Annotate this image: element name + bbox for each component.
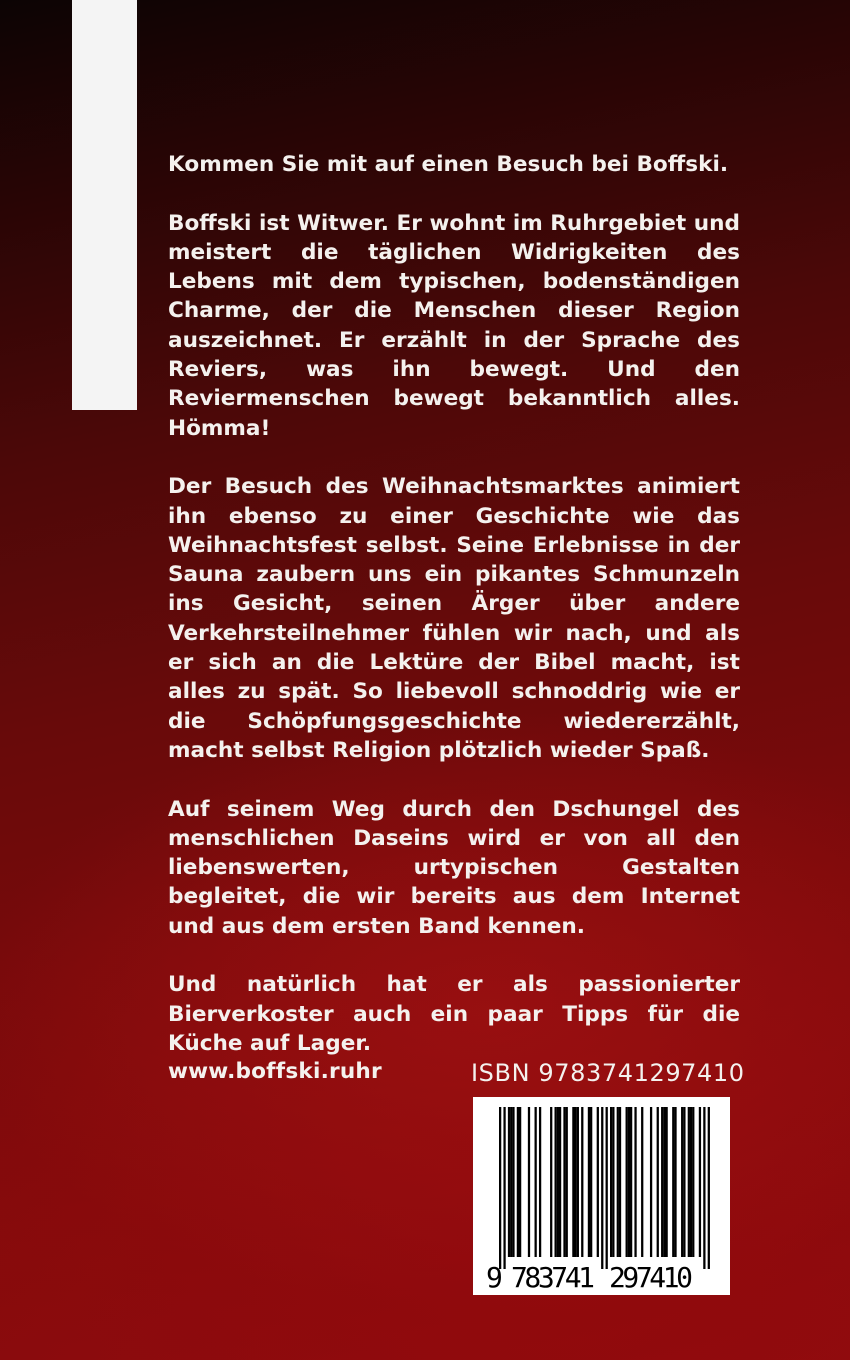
isbn-label: ISBN 9783741297410 [471,1059,745,1087]
barcode-bar [588,1107,590,1257]
barcode-bar [559,1107,561,1257]
barcode-digits-right: 297410 [609,1261,693,1294]
barcode-bar [688,1107,690,1257]
barcode-bar [610,1107,612,1257]
barcode-bar [581,1107,583,1257]
barcode-bar [555,1107,557,1257]
barcode-bar [557,1107,559,1257]
barcode-bar [503,1107,505,1269]
barcode-bar [566,1107,568,1257]
barcode-bar [641,1107,643,1257]
blurb-paragraph: Kommen Sie mit auf einen Besuch bei Boffski. [168,152,729,177]
barcode-bar [628,1107,630,1257]
barcode-bar [519,1107,521,1257]
barcode-bar [690,1107,692,1257]
blurb-paragraph: Boffski ist Witwer. Er wohnt im Ruhrgebiet und meistert die täglichen Widrigkeiten des Lebens mit dem typischen, bodenständigen Charme, der die Menschen dieser Region auszeichnet. Er erzählt in der Sprache des Reviers, was ihn bewegt. Und den Reviermenschen bewegt bekanntlich alles. Hömma! [168,210,740,441]
barcode-bar [563,1107,565,1257]
barcode-bar [612,1107,614,1257]
barcode-bar [535,1107,537,1257]
barcode-bar [666,1107,668,1257]
barcode-bar [601,1107,603,1269]
blurb-paragraph: Und natürlich hat er als passionierter Bierverkoster auch ein paar Tipps für die Küche auf Lager. [168,972,740,1056]
barcode-bar [508,1107,510,1257]
barcode-bar [574,1107,576,1257]
barcode-bar [617,1107,619,1257]
barcode-bar [699,1107,701,1257]
barcode-bar [577,1107,579,1257]
barcode-bar [650,1107,652,1257]
back-cover-blurb [168,150,745,1088]
barcode-bar [661,1107,663,1257]
website-url: www.boffski.ruhr [168,1059,382,1084]
barcode-bar [683,1107,685,1257]
barcode-bar [657,1107,659,1257]
blurb-paragraph: Der Besuch des Weihnachtsmarktes animiert ihn ebenso zu einer Geschichte wie das Weihnachtsfest selbst. Seine Erlebnisse in der Sauna zaubern uns ein pikantes Schmunzeln ins Gesicht, seinen Ärger über andere Verkehrsteilnehmer fühlen wir nach, und als er sich an die Lektüre der Bibel macht, ist alles zu spät. So liebevoll schnoddrig wie er die Schöpfungsgeschichte wiedererzählt, macht selbst Religion plötzlich wieder Spaß. [168,474,740,763]
barcode-bar [672,1107,674,1257]
barcode-bar [681,1107,683,1257]
decorative-white-bar [72,0,137,410]
barcode-bar [692,1107,694,1257]
barcode-bar [626,1107,628,1257]
barcode-bar [663,1107,665,1257]
isbn-barcode [473,1097,730,1295]
barcode-digit-lead: 9 [486,1261,503,1294]
barcode-bar [512,1107,514,1257]
barcode-bars [499,1107,710,1269]
barcode-bar [499,1107,501,1269]
barcode-digits-left: 783741 [511,1261,595,1294]
barcode-bar [708,1107,710,1269]
blurb-paragraph: Auf seinem Weg durch den Dschungel des menschlichen Daseins wird er von all den liebenswerten, urtypischen Gestalten begleitet, die wir bereits aus dem Internet und aus dem ersten Band kennen. [168,796,740,939]
barcode-bar [510,1107,512,1257]
barcode-graphic [473,1097,730,1295]
barcode-bar [619,1107,621,1257]
barcode-bar [597,1107,599,1257]
barcode-bar [517,1107,519,1257]
barcode-bar [528,1107,530,1257]
barcode-bar [539,1107,541,1257]
barcode-bar [634,1107,636,1257]
barcode-bar [674,1107,676,1257]
barcode-bar [590,1107,592,1257]
barcode-bar [630,1107,632,1257]
barcode-bar [703,1107,705,1269]
barcode-bar [550,1107,552,1257]
barcode-bar [606,1107,608,1269]
barcode-bar [572,1107,574,1257]
